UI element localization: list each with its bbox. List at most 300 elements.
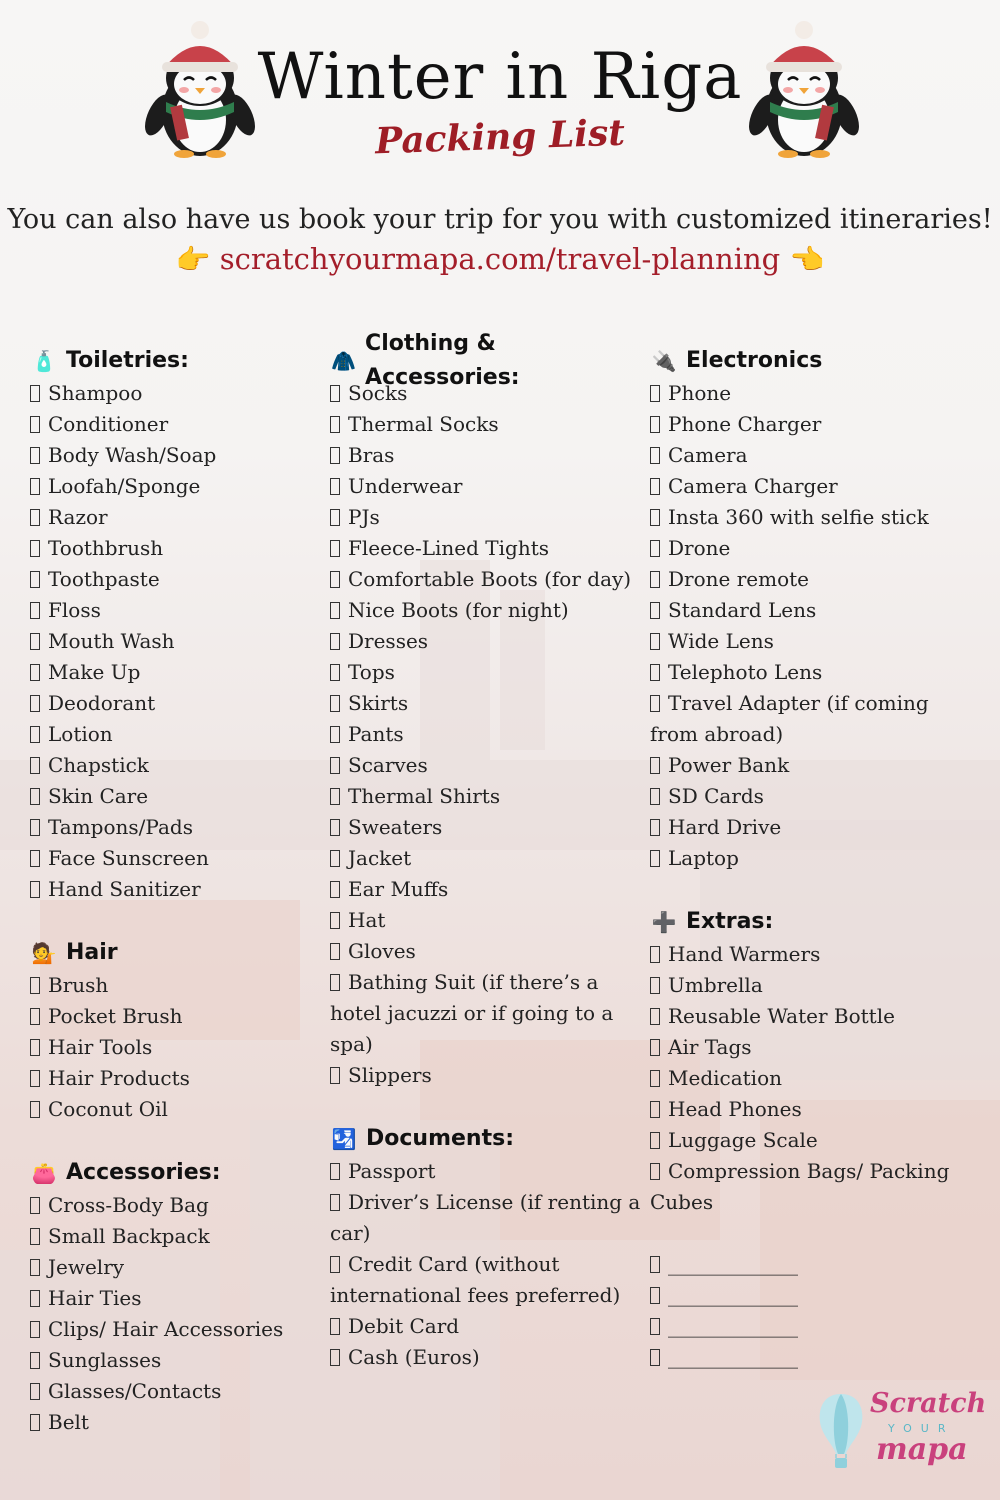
checklist-item xyxy=(330,781,648,812)
checkbox[interactable] xyxy=(650,1349,660,1366)
checklist-item xyxy=(330,409,648,440)
checkbox[interactable] xyxy=(30,695,40,712)
checklist-item-label: Hat xyxy=(348,908,386,932)
checklist-item xyxy=(330,874,648,905)
pointing-left-icon: 👈 xyxy=(789,243,825,276)
checklist-item xyxy=(650,1032,950,1063)
section xyxy=(30,936,310,1125)
checkbox[interactable] xyxy=(330,850,340,867)
checklist-item-label: Reusable Water Bottle xyxy=(668,1004,895,1028)
checklist-item xyxy=(330,626,648,657)
checklist-item-label: Compression Bags/ Packing Cubes xyxy=(650,1159,950,1214)
checklist-item-label: Brush xyxy=(48,973,109,997)
checklist-item xyxy=(330,688,648,719)
checklist-item xyxy=(30,471,310,502)
checkbox[interactable] xyxy=(650,385,660,402)
checklist-item xyxy=(30,812,310,843)
checklist-item-label: Clips/ Hair Accessories xyxy=(48,1317,284,1341)
checklist-item-label: Telephoto Lens xyxy=(668,660,823,684)
checklist xyxy=(30,970,310,1125)
checklist-item-label: Deodorant xyxy=(48,691,156,715)
section-title: Extras: xyxy=(686,909,774,934)
checklist-item xyxy=(30,1063,310,1094)
checkbox[interactable] xyxy=(30,1039,40,1056)
checklist-item-label: Toothbrush xyxy=(48,536,164,560)
checklist-item xyxy=(30,657,310,688)
checkbox[interactable] xyxy=(330,602,340,619)
section xyxy=(30,1156,310,1438)
checkbox[interactable] xyxy=(30,788,40,805)
checkbox[interactable] xyxy=(330,726,340,743)
checklist-item-label: Loofah/Sponge xyxy=(48,474,201,498)
checklist-item xyxy=(650,533,950,564)
section-icon: 👛 xyxy=(31,1161,57,1185)
checkbox[interactable] xyxy=(330,943,340,960)
checklist xyxy=(650,378,950,874)
checklist-item-label: Phone xyxy=(668,381,732,405)
section-heading xyxy=(30,344,310,378)
checklist-item xyxy=(330,1156,648,1187)
page-title: Winter in Riga xyxy=(257,40,743,114)
checklist-item xyxy=(30,719,310,750)
checkbox[interactable] xyxy=(650,478,660,495)
checklist-item xyxy=(330,750,648,781)
checkbox[interactable] xyxy=(330,881,340,898)
checkbox[interactable] xyxy=(30,1321,40,1338)
checklist-item xyxy=(30,1001,310,1032)
checklist xyxy=(650,1249,950,1373)
section-title: Toiletries: xyxy=(66,348,189,373)
checkbox[interactable] xyxy=(30,571,40,588)
checkbox[interactable] xyxy=(30,1101,40,1118)
logo-text-scratch: Scratch xyxy=(870,1388,987,1419)
checklist-item-label: Floss xyxy=(48,598,101,622)
checklist-item xyxy=(650,626,950,657)
checklist-item xyxy=(330,1311,648,1342)
checklist-item-label: Gloves xyxy=(348,939,416,963)
section-heading xyxy=(30,1156,310,1190)
checklist-item xyxy=(650,1094,950,1125)
checklist-item-label: Shampoo xyxy=(48,381,143,405)
checklist-item xyxy=(330,564,648,595)
checklist-item xyxy=(650,781,950,812)
checkbox[interactable] xyxy=(30,1259,40,1276)
checklist-item xyxy=(330,905,648,936)
checkbox[interactable] xyxy=(30,633,40,650)
checklist-item-label: Underwear xyxy=(348,474,463,498)
checklist-item xyxy=(30,781,310,812)
checklist-item-label: Cross-Body Bag xyxy=(48,1193,209,1217)
checkbox[interactable] xyxy=(650,633,660,650)
checklist-item xyxy=(30,409,310,440)
checkbox[interactable] xyxy=(330,1318,340,1335)
checklist-item-label: Jewelry xyxy=(48,1255,125,1279)
section-heading xyxy=(650,344,950,378)
checklist-item xyxy=(30,1314,310,1345)
section-icon: ➕ xyxy=(651,910,677,934)
hot-air-balloon-icon xyxy=(818,1392,864,1470)
section-icon: 💁 xyxy=(31,941,57,965)
checklist-item-label: Camera xyxy=(668,443,748,467)
checklist-item xyxy=(650,1001,950,1032)
checkbox[interactable] xyxy=(650,664,660,681)
checkbox[interactable] xyxy=(30,416,40,433)
checklist-item-label: Bathing Suit (if there’s a hotel jacuzzi or if going to a spa) xyxy=(330,970,614,1056)
checklist-item xyxy=(30,1221,310,1252)
checklist-item-label: Thermal Shirts xyxy=(348,784,501,808)
checklist-item-label: Laptop xyxy=(668,846,739,870)
checkbox[interactable] xyxy=(30,385,40,402)
section-heading xyxy=(330,331,648,390)
checklist-item xyxy=(30,1283,310,1314)
checklist-item-label: _____________ xyxy=(668,1345,798,1369)
checklist-item xyxy=(30,595,310,626)
checklist-item xyxy=(650,843,950,874)
checkbox[interactable] xyxy=(330,1256,340,1273)
checklist-item xyxy=(30,502,310,533)
section xyxy=(330,331,648,1091)
checklist-item-label: _____________ xyxy=(668,1252,798,1276)
pointing-right-icon: 👉 xyxy=(175,243,211,276)
checklist-item-label: Camera Charger xyxy=(668,474,838,498)
checklist-item xyxy=(330,1342,648,1373)
checklist-item-label: Passport xyxy=(348,1159,436,1183)
checkbox[interactable] xyxy=(650,1008,660,1025)
section-icon: 🛂 xyxy=(331,1127,357,1151)
checklist-item-label: Face Sunscreen xyxy=(48,846,209,870)
checkbox[interactable] xyxy=(30,602,40,619)
checklist-item xyxy=(30,1190,310,1221)
travel-planning-link[interactable]: scratchyourmapa.com/travel-planning xyxy=(219,242,781,276)
checkbox[interactable] xyxy=(330,664,340,681)
checklist-item xyxy=(30,1345,310,1376)
checkbox[interactable] xyxy=(330,478,340,495)
checkbox[interactable] xyxy=(330,695,340,712)
checklist-item-label: Nice Boots (for night) xyxy=(348,598,569,622)
checklist-item xyxy=(650,471,950,502)
checkbox[interactable] xyxy=(650,416,660,433)
checklist-item xyxy=(650,657,950,688)
checklist-item xyxy=(330,843,648,874)
checkbox[interactable] xyxy=(650,509,660,526)
checkbox[interactable] xyxy=(330,509,340,526)
checkbox[interactable] xyxy=(650,1287,660,1304)
checklist-item-label: Skin Care xyxy=(48,784,149,808)
section xyxy=(30,344,310,905)
checklist-item-label: Travel Adapter (if coming from abroad) xyxy=(650,691,929,746)
checklist xyxy=(330,1156,648,1373)
checklist-item xyxy=(30,626,310,657)
logo-text-mapa: mapa xyxy=(876,1432,968,1467)
checkbox[interactable] xyxy=(330,757,340,774)
section-heading xyxy=(30,936,310,970)
checklist-item-label: Credit Card (without international fees preferred) xyxy=(330,1252,621,1307)
checkbox[interactable] xyxy=(330,1163,340,1180)
checklist-item-label: Hand Warmers xyxy=(668,942,821,966)
checklist-item-label: Hair Ties xyxy=(48,1286,142,1310)
checklist-item xyxy=(30,1252,310,1283)
checklist-item xyxy=(30,533,310,564)
checklist-item-label: Tampons/Pads xyxy=(48,815,193,839)
scratch-your-mapa-logo xyxy=(818,1388,987,1478)
checkbox[interactable] xyxy=(30,509,40,526)
checklist-item xyxy=(330,502,648,533)
checklist-item-label: Drone xyxy=(668,536,731,560)
checklist-item xyxy=(30,970,310,1001)
checkbox[interactable] xyxy=(30,540,40,557)
checkbox[interactable] xyxy=(330,416,340,433)
checklist-item-label: PJs xyxy=(348,505,380,529)
checklist-item-label: Insta 360 with selfie stick xyxy=(668,505,929,529)
checklist-item xyxy=(330,595,648,626)
column-3 xyxy=(650,344,950,1404)
checklist-item xyxy=(30,1407,310,1438)
checkbox[interactable] xyxy=(650,1163,660,1180)
checklist-item-label: Socks xyxy=(348,381,408,405)
checkbox[interactable] xyxy=(30,726,40,743)
checklist-item-label: _____________ xyxy=(668,1314,798,1338)
checklist-item xyxy=(30,688,310,719)
checkbox[interactable] xyxy=(30,1383,40,1400)
checklist-item-label: Hair Tools xyxy=(48,1035,153,1059)
checklist-item-label: Phone Charger xyxy=(668,412,822,436)
checklist-item xyxy=(650,688,950,750)
checklist-item-label: Medication xyxy=(668,1066,782,1090)
checklist-item-label: Jacket xyxy=(348,846,412,870)
checklist-item xyxy=(330,1060,648,1091)
checklist-item xyxy=(650,1063,950,1094)
checklist-item-label: Driver’s License (if renting a car) xyxy=(330,1190,641,1245)
checklist-item xyxy=(650,1280,950,1311)
checkbox[interactable] xyxy=(650,977,660,994)
checkbox[interactable] xyxy=(330,974,340,991)
checklist-item-label: Mouth Wash xyxy=(48,629,175,653)
checkbox[interactable] xyxy=(330,1349,340,1366)
checklist-item-label: Hair Products xyxy=(48,1066,190,1090)
checkbox[interactable] xyxy=(30,478,40,495)
checklist-item-label: Lotion xyxy=(48,722,113,746)
checklist-item-label: Air Tags xyxy=(668,1035,752,1059)
checklist-item-label: Cash (Euros) xyxy=(348,1345,480,1369)
checkbox[interactable] xyxy=(30,1228,40,1245)
checklist-item-label: Small Backpack xyxy=(48,1224,210,1248)
checkbox[interactable] xyxy=(30,664,40,681)
checklist-item-label: Drone remote xyxy=(668,567,809,591)
column-2 xyxy=(330,331,648,1404)
checklist-item-label: Dresses xyxy=(348,629,429,653)
checkbox[interactable] xyxy=(650,1070,660,1087)
section-heading xyxy=(650,905,950,939)
checkbox[interactable] xyxy=(330,571,340,588)
checklist-item-label: Scarves xyxy=(348,753,428,777)
checklist-item xyxy=(650,812,950,843)
section xyxy=(330,1122,648,1373)
checklist-item-label: Hand Sanitizer xyxy=(48,877,201,901)
checkbox[interactable] xyxy=(330,1067,340,1084)
section-title: Documents: xyxy=(366,1126,514,1151)
checklist-item xyxy=(650,1311,950,1342)
checkbox[interactable] xyxy=(650,819,660,836)
checkbox[interactable] xyxy=(650,540,660,557)
checklist-item xyxy=(330,967,648,1060)
checklist-item xyxy=(30,1094,310,1125)
checkbox[interactable] xyxy=(330,385,340,402)
section-title: Clothing & Accessories: xyxy=(365,331,520,390)
checklist-item-label: Chapstick xyxy=(48,753,149,777)
checkbox[interactable] xyxy=(650,1101,660,1118)
checkbox[interactable] xyxy=(30,850,40,867)
checklist-item xyxy=(330,719,648,750)
checklist-item-label: Thermal Socks xyxy=(348,412,499,436)
section-heading xyxy=(330,1122,648,1156)
checkbox[interactable] xyxy=(30,881,40,898)
page-subtitle: Packing List xyxy=(374,111,626,163)
checklist-item xyxy=(650,970,950,1001)
checkbox[interactable] xyxy=(330,819,340,836)
checkbox[interactable] xyxy=(650,1318,660,1335)
checklist-item-label: Toothpaste xyxy=(48,567,160,591)
checklist-item xyxy=(30,378,310,409)
checkbox[interactable] xyxy=(330,1194,340,1211)
section xyxy=(650,1249,950,1373)
checklist-item-label: Coconut Oil xyxy=(48,1097,168,1121)
checklist-item-label: Comfortable Boots (for day) xyxy=(348,567,632,591)
logo-text-your: YOUR xyxy=(888,1422,955,1435)
checklist-item xyxy=(330,440,648,471)
section xyxy=(650,905,950,1218)
checklist-item-label: Skirts xyxy=(348,691,409,715)
section-title: Hair xyxy=(66,940,118,965)
checkbox[interactable] xyxy=(330,447,340,464)
checklist-item-label: Sunglasses xyxy=(48,1348,162,1372)
checkbox[interactable] xyxy=(30,977,40,994)
checkbox[interactable] xyxy=(650,571,660,588)
section-icon: 🧥 xyxy=(331,349,356,373)
checklist-item-label: Make Up xyxy=(48,660,141,684)
checklist-item-label: Slippers xyxy=(348,1063,432,1087)
checklist-item-label: Standard Lens xyxy=(668,598,817,622)
checklist-item xyxy=(650,440,950,471)
checkbox[interactable] xyxy=(30,1290,40,1307)
checkbox[interactable] xyxy=(30,447,40,464)
checklist xyxy=(30,378,310,905)
checkbox[interactable] xyxy=(30,1414,40,1431)
checklist-item-label: Fleece-Lined Tights xyxy=(348,536,550,560)
checklist-item-label: Umbrella xyxy=(668,973,763,997)
section-title: Accessories: xyxy=(66,1160,221,1185)
checklist-item xyxy=(650,939,950,970)
checklist-item xyxy=(30,1376,310,1407)
promo-link-row xyxy=(0,242,1000,276)
checkbox[interactable] xyxy=(650,946,660,963)
checklist-item-label: Tops xyxy=(348,660,395,684)
checkbox[interactable] xyxy=(650,447,660,464)
checklist-item-label: Conditioner xyxy=(48,412,169,436)
checklist-item xyxy=(650,595,950,626)
checkbox[interactable] xyxy=(650,788,660,805)
checkbox[interactable] xyxy=(30,819,40,836)
checklist-item xyxy=(650,378,950,409)
checkbox[interactable] xyxy=(650,1256,660,1273)
checkbox[interactable] xyxy=(650,602,660,619)
checkbox[interactable] xyxy=(30,1008,40,1025)
section-title: Electronics xyxy=(686,348,823,373)
checklist-item xyxy=(650,1342,950,1373)
section xyxy=(650,344,950,874)
checklist-item-label: Belt xyxy=(48,1410,89,1434)
checkbox[interactable] xyxy=(650,695,660,712)
checklist-item xyxy=(650,409,950,440)
checklist-item xyxy=(650,564,950,595)
checkbox[interactable] xyxy=(330,633,340,650)
promo-text: You can also have us book your trip for you with customized itineraries! xyxy=(7,204,993,235)
checklist-item xyxy=(330,471,648,502)
checkbox[interactable] xyxy=(650,850,660,867)
checkbox[interactable] xyxy=(330,788,340,805)
checklist xyxy=(330,378,648,1091)
checklist-item-label: SD Cards xyxy=(668,784,764,808)
checklist xyxy=(30,1190,310,1438)
checklist-item xyxy=(330,1249,648,1311)
checklist-item-label: _____________ xyxy=(668,1283,798,1307)
checklist-item xyxy=(650,750,950,781)
checklist-item xyxy=(330,533,648,564)
checklist-item-label: Pants xyxy=(348,722,404,746)
checklist-item xyxy=(330,1187,648,1249)
checklist-item-label: Head Phones xyxy=(668,1097,802,1121)
checklist-item-label: Hard Drive xyxy=(668,815,782,839)
checklist-item-label: Power Bank xyxy=(668,753,790,777)
checkbox[interactable] xyxy=(650,757,660,774)
checkbox[interactable] xyxy=(30,757,40,774)
checklist-item-label: Bras xyxy=(348,443,395,467)
checklist-item-label: Luggage Scale xyxy=(668,1128,818,1152)
checkbox[interactable] xyxy=(650,1132,660,1149)
checkbox[interactable] xyxy=(650,1039,660,1056)
checklist-item xyxy=(650,1156,950,1218)
checklist-item-label: Razor xyxy=(48,505,108,529)
checklist-item xyxy=(650,1249,950,1280)
column-1 xyxy=(30,344,310,1469)
checklist-item-label: Body Wash/Soap xyxy=(48,443,217,467)
checklist-item xyxy=(30,843,310,874)
checklist-item xyxy=(30,564,310,595)
checklist-item xyxy=(330,812,648,843)
checklist-item xyxy=(650,502,950,533)
checkbox[interactable] xyxy=(30,1197,40,1214)
checkbox[interactable] xyxy=(330,912,340,929)
checklist-item-label: Debit Card xyxy=(348,1314,460,1338)
checklist xyxy=(650,939,950,1218)
section-icon: 🔌 xyxy=(651,349,677,373)
checklist-item xyxy=(650,1125,950,1156)
checkbox[interactable] xyxy=(30,1070,40,1087)
checklist-item xyxy=(330,657,648,688)
checkbox[interactable] xyxy=(330,540,340,557)
checklist-item-label: Glasses/Contacts xyxy=(48,1379,222,1403)
checklist-item xyxy=(30,750,310,781)
checklist-item xyxy=(30,1032,310,1063)
checklist-item-label: Ear Muffs xyxy=(348,877,449,901)
checklist-item-label: Sweaters xyxy=(348,815,443,839)
checklist-item-label: Wide Lens xyxy=(668,629,774,653)
checklist-item-label: Pocket Brush xyxy=(48,1004,183,1028)
checkbox[interactable] xyxy=(30,1352,40,1369)
checklist-item xyxy=(330,936,648,967)
section-icon: 🧴 xyxy=(31,349,57,373)
checklist-item xyxy=(30,440,310,471)
checklist-item xyxy=(30,874,310,905)
